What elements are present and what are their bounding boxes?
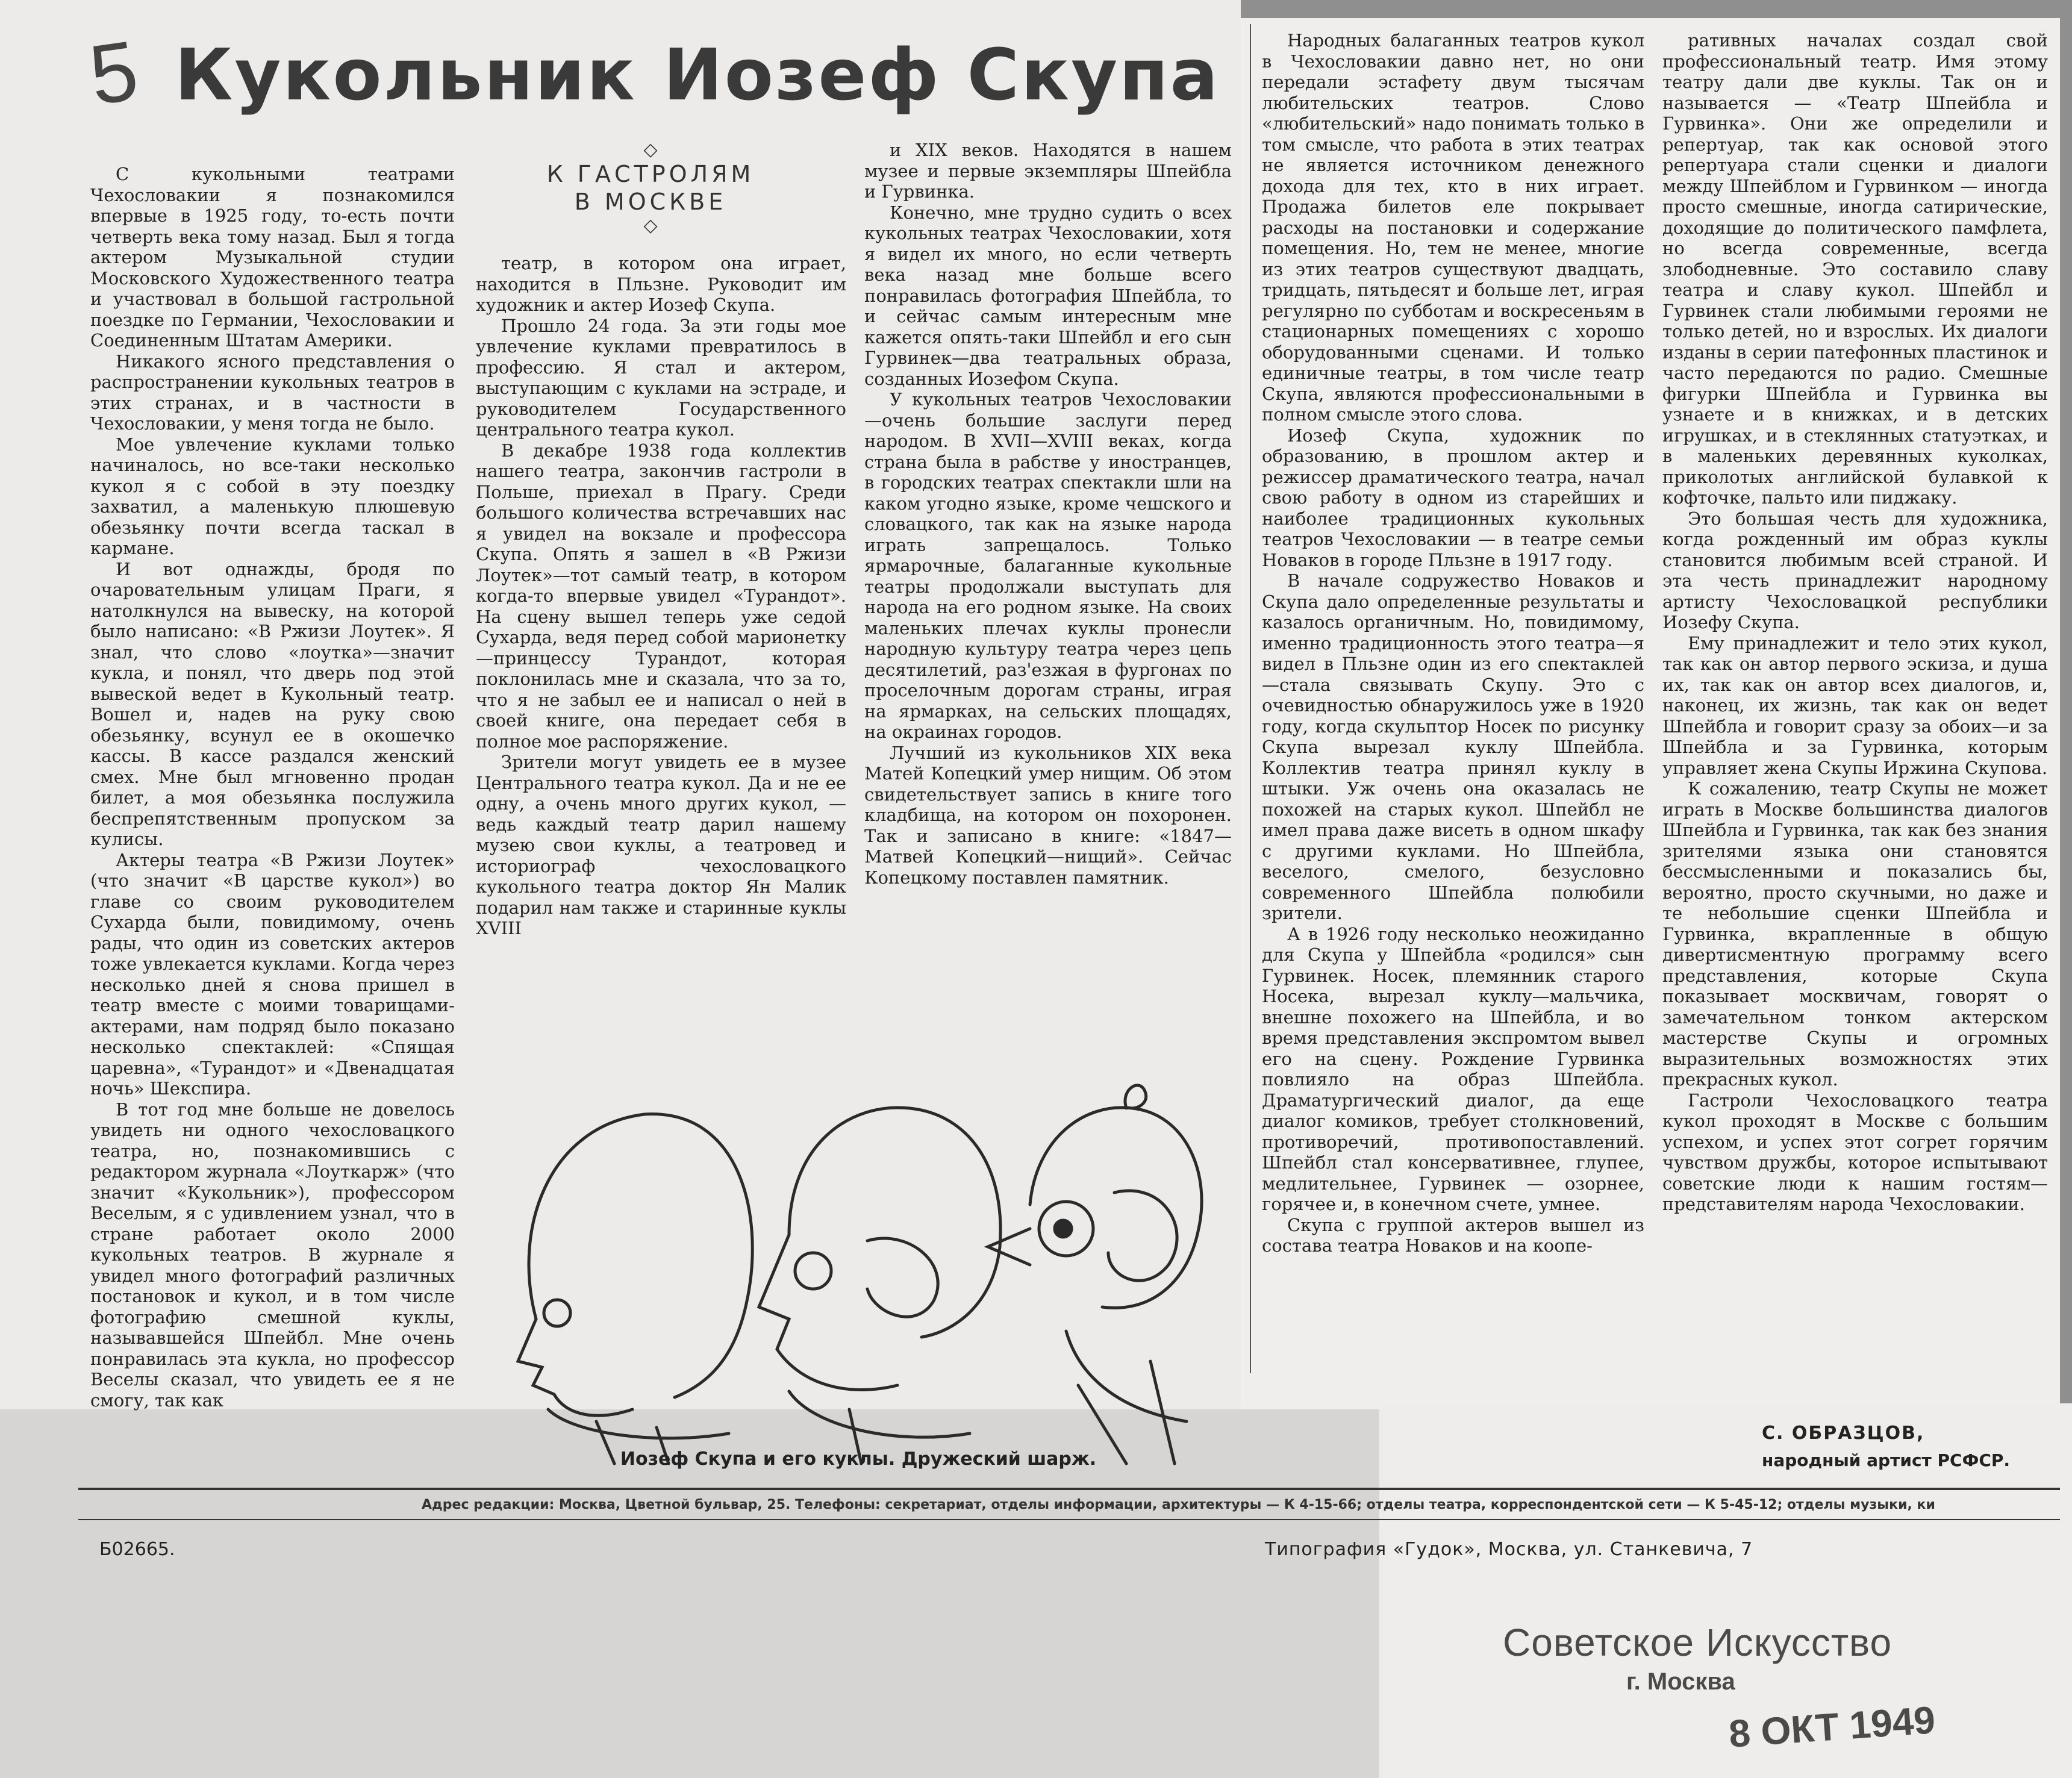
illustration-caption: Иозеф Скупа и его куклы. Дружеский шарж. [620,1449,1097,1470]
editorial-address: Адрес редакции: Москва, Цветной бульвар, 25. Телефоны: секретариат, отделы информации, архитектуры — К 4-15-66; отделы театра, корреспондентской сети — К 5-45-12; отделы музыки, ки [422,1497,1935,1512]
paragraph: Ему принадлежит и тело этих кукол, так как он автор первого эскиза, и душа их, так как он автор всех диалогов, и, наконец, их жизнь, так как он ведет Шпейбла и говорит сразу за обоих—и за Шпейбла и за Гурвинка, которым управляет жена Скупы Иржина Скупова. [1662,632,2048,778]
caricature-spejbl-head [789,1108,1000,1337]
paragraph: Прошло 24 года. За эти годы мое увлечение куклами превратилось в профессию. Я стал и актером, выступающим с куклами на эстраде, и руководителем Государственного центрального театра кукол. [476,315,846,440]
paragraph: В начале содружество Новаков и Скупа дало определенные результаты и казалось органичным. Но, повидимому, именно традиционность этого театра—я видел в Пльзне один из его спектаклей—стала связывать Скупу. Это с очевидностью обнаружилось уже в 1920 году, когда скульптор Носек по рисунку Скупа вырезал куклу Шпейбла. Коллектив театра принял куклу в штыки. Уж очень она оказалась не похожей на старых кукол. Шпейбл не имел права даже висеть в одном шкафу с другими куклами. Но Шпейбла, веселого, смелого, безусловно современного Шпейбла полюбили зрители. [1262,570,1644,923]
paragraph: А в 1926 году несколько неожиданно для Скупа у Шпейбла «родился» сын Гурвинек. Носек, племянник старого Носека, вырезал куклу—мальчика, внешне похожего на Шпейбла, и во время представления экспромтом вывел его на сцену. Рождение Гурвинка повлияло на образ Шпейбла. Драматургический диалог, да еще диалог комиков, требует столкновений, противоречий, противопоставлений. Шпейбл стал консервативнее, глупее, медлительнее, Гурвинек — озорнее, горячее и, в конечном счете, умнее. [1262,923,1644,1214]
column-4 [1262,30,1644,1256]
subheading-line-1: К ГАСТРОЛЯМ [546,161,755,187]
column-1 [90,164,455,1411]
caricature-illustration [476,1048,1241,1470]
printer-line: Типография «Гудок», Москва, ул. Станкевича, 7 [1265,1539,1753,1560]
column-3 [864,140,1232,888]
ornament-top: ◇ [643,139,658,160]
caricature-hurvinek-pupil [1055,1220,1072,1237]
author-title: народный артист РСФСР. [1762,1450,2011,1470]
paragraph: С кукольными театрами Чехословакии я познакомился впервые в 1925 году, то-есть почти четверть века тому назад. Был я тогда актером Музыкальной студии Московского Художественного театра и участвовал в большой гастрольной поездке по Германии, Чехословакии и Соединенным Штатам Америки. [90,164,455,351]
paragraph: Актеры театра «В Ржизи Лоутек» (что значит «В царстве кукол») во главе со своим руководителем Сухарда были, повидимому, очень рады, что один из советских актеров тоже увлекается куклами. Когда через несколько дней я снова пришел в театр вместе с моими товарищами-актерами, нам подряд было показано несколько спектаклей: «Спящая царевна», «Турандот» и «Двенадцатая ночь» Шекспира. [90,849,455,1099]
caricature-hurvinek-ear [1108,1191,1177,1280]
subheading-line-2: В МОСКВЕ [574,189,727,215]
footer-rule-bottom [78,1519,2060,1520]
article-headline: Кукольник Иозеф Скупа [175,33,1220,116]
footer-rule-top [78,1488,2060,1490]
paragraph: Лучший из кукольников XIX века Матей Копецкий умер нищим. Об этом свидетельствует запись в книге того кладбища, на котором он похоронен. Так и записано в книге: «1847—Матвей Копецкий—нищий». Сейчас Копецкому поставлен памятник. [864,742,1232,888]
caricature-spejbl-chin [759,1235,897,1390]
caricature-skupa-face [518,1319,632,1415]
caricature-skupa-eye [544,1300,570,1326]
paragraph: Народных балаганных театров кукол в Чехословакии давно нет, но они передали эстафету двум тысячам любительских театров. Слово «любительский» надо понимать только в том смысле, что работа в этих театрах не является источником денежного дохода для тех, кто в них играет. Продажа билетов еле покрывает расходы на постановки и содержание помещения. Но, тем не менее, многие из этих театров существуют двадцать, тридцать, пятьдесят и больше лет, играя регулярно по субботам и воскресеньям в стационарных помещениях с хорошо оборудованными сценами. И только единичные театры, в том числе театр Скупа, являются профессиональными в полном смысле этого слова. [1262,30,1644,425]
stamp-publication: Советское Искусство [1503,1621,1893,1664]
caricature-skupa-head [529,1114,752,1397]
caricature-spejbl-eye [795,1253,831,1289]
paragraph: Это большая честь для художника, когда рожденный им образ куклы становится любимым всей страной. И эта честь принадлежит народному артисту Чехословацкой республики Иозефу Скупа. [1662,508,2048,632]
column-5 [1662,30,2048,1215]
caricature-hurvinek-head [1030,1108,1202,1308]
paragraph: Конечно, мне трудно судить о всех кукольных театрах Чехословакии, хотя я видел их много, но если четверть века назад мне больше всего понравилась фотография Шпейбла, то и сейчас самым интересным мне кажется опять-таки Шпейбл и его сын Гурвинек—два театральных образа, созданных Иозефом Скупа. [864,202,1232,389]
column-2 [476,253,846,939]
issue-number: Б02665. [99,1539,175,1560]
paragraph: Иозеф Скупа, художник по образованию, в прошлом актер и режиссер драматического театра, начал свою работу в одном из старейших и наиболее традиционных кукольных театров Чехословакии — в театре семьи Новаков в городе Пльзне в 1917 году. [1262,425,1644,570]
caricature-spejbl-ear [867,1238,938,1317]
caricature-hurvinek-collar [1066,1331,1187,1464]
paragraph: В тот год мне больше не довелось увидеть ни одного чехословацкого театра, но, познакомившись с редактором журнала «Лоуткарж» (что значит «Кукольник»), профессором Веселым, я с удивлением узнал, что в стране работает около 2000 кукольных театров. В журнале я увидел много фотографий различных постановок и кукол, и в том числе фотографию смешной куклы, называвшейся Шпейбл. Мне очень понравилась эта кукла, но профессор Веселы сказал, что увидеть ее я не смогу, так как [90,1099,455,1411]
paragraph: К сожалению, театр Скупы не может играть в Москве большинства диалогов Шпейбла и Гурвинка, так как без знания зрителями языка они становятся бессмысленными и показались бы, вероятно, просто скучными, но даже и те небольшие сценки Шпейбла и Гурвинка, вкрапленные в общую дивертисментную программу всего представления, которые Скупа показывает москвичам, говорят о замечательном тонком актерском мастерстве Скупы и огромных выразительных возможностях этих прекрасных кукол. [1662,778,2048,1090]
paragraph: Никакого ясного представления о распространении кукольных театров в этих странах, и в частности в Чехословакии, у меня тогда не было. [90,351,455,434]
paragraph: В декабре 1938 года коллектив нашего театра, закончив гастроли в Польше, приехал в Прагу. Среди большого количества встречавших нас я увидел на вокзале и профессора Скупа. Опять я зашел в «В Ржизи Лоутек»—тот самый театр, в котором когда-то впервые увидел «Турандот». На сцену вышел теперь уже седой Сухарда, ведя перед собой марионетку—принцессу Турандот, которая поклонилась мне и сказала, что за то, что я не забыл ее и написал о ней в своей книге, она передает себя в полное мое распоряжение. [476,440,846,752]
author-name: С. ОБРАЗЦОВ, [1762,1423,1925,1444]
paragraph: Мое увлечение куклами только начиналось, но все-таки несколько кукол я с собой в эту поездку захватил, а маленькую плюшевую обезьянку почти всегда таскал в кармане. [90,434,455,558]
paragraph: У кукольных театров Чехословакии—очень большие заслуги перед народом. В XVII—XVIII веках, когда страна была в рабстве у иностранцев, в городских театрах спектакли шли на каком угодно языке, кроме чешского и словацкого, так как на языке народа играть запрещалось. Только ярмарочные, балаганные кукольные театры продолжали выступать для народа на его родном языке. На своих маленьких плечах куклы пронесли народную культуру театра через цепь десятилетий, раз'езжая в фургонах по проселочным дорогам страны, играя на ярмарках, на сельских площадях, на окраинах городов. [864,389,1232,742]
paragraph: и XIX веков. Находятся в нашем музее и первые экземпляры Шпейбла и Гурвинка. [864,140,1232,202]
paragraph: Скупа с группой актеров вышел из состава театра Новаков и на коопе- [1262,1214,1644,1256]
paragraph: театр, в котором она играет, находится в Пльзне. Руководит им художник и актер Иозеф Скупа. [476,253,846,315]
subheading [512,140,789,236]
paragraph: И вот однажды, бродя по очаровательным улицам Праги, я натолкнулся на вывеску, на которой было написано: «В Ржизи Лоутек». Я знал, что слово «лоутка»—значит кукла, и понял, что дверь под этой вывеской ведет в Кукольный театр. Вошел и, надев на руку свою обезьянку, всунул ее в окошечко кассы. В кассе раздался женский смех. Мне был мгновенно продан билет, а моя обезьянка послужила беспрепятственным пропуском за кулисы. [90,558,455,849]
caricature-hurvinek-nose [988,1229,1030,1265]
paragraph: Зрители могут увидеть ее в музее Центрального театра кукол. Да и не ее одну, а очень много других кукол, —ведь каждый театр дарил нашему музею свои куклы, а театровед и историограф чехословацкого кукольного театра доктор Ян Малик подарил нам также и старинные куклы XVIII [476,752,846,938]
paragraph: ративных началах создал свой профессиональный театр. Имя этому театру дали две куклы. Так он и называется — «Театр Шпейбла и Гурвинка». Они же определили и репертуар, так как основой этого репертуара стали сценки и диалоги между Шпейблом и Гурвинком — иногда просто смешные, иногда сатирические, доходящие до политического памфлета, но всегда современные, всегда злободневные. Это составило славу театра и славу кукол. Шпейбл и Гурвинек стали любимыми героями не только детей, но и взрослых. Их диалоги изданы в серии патефонных пластинок и часто передаются по радио. Смешные фигурки Шпейбла и Гурвинка вы узнаете и в книжках, и в детских игрушках, и в стеклянных статуэтках, и в маленьких деревянных куколках, приколотых английской булавкой к кофточке, пальто или пиджаку. [1662,30,2048,508]
caricature-hurvinek-topknot [1125,1085,1146,1108]
handwritten-mark: 5 [84,22,144,123]
ornament-bottom: ◇ [643,215,658,236]
stamp-city: г. Москва [1626,1668,1735,1695]
column-divider [1250,24,1251,1373]
stamp-date: 8 ОКТ 1949 [1727,1698,1937,1756]
paragraph: Гастроли Чехословацкого театра кукол проходят в Москве с большим успехом, и успех этот согрет горячим чувством дружбы, которое испытывают советские люди к нашим гостям—представителям народа Чехословакии. [1662,1090,2048,1214]
